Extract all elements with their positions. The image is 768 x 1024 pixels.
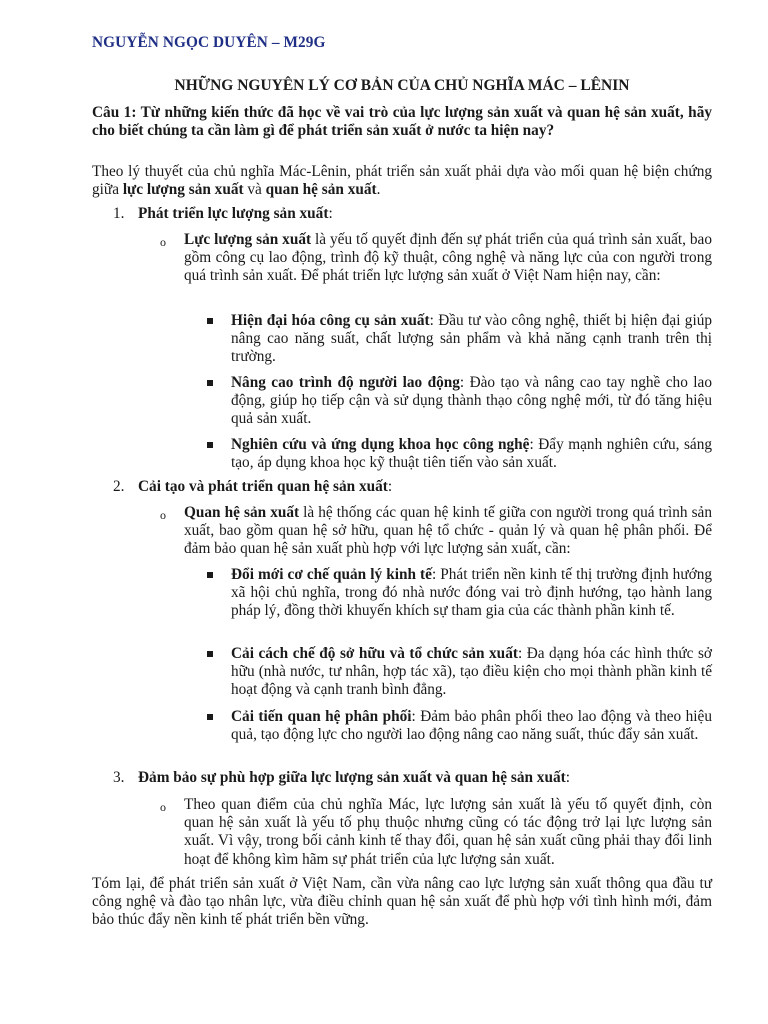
item-text: : Đào tạo và nâng cao tay nghề cho lao động, giúp họ tiếp cận và sử dụng thành thạo công nghệ mới, từ đó tăng hiệu quả sản xuất. [231,374,712,428]
item-bold: Nghiên cứu và ứng dụng khoa học công nghệ [231,436,530,453]
section-1-heading-text: Phát triển lực lượng sản xuất [138,205,329,222]
intro-text-2: và [243,181,266,199]
section-3-paragraph: Theo quan điểm của chủ nghĩa Mác, lực lượng sản xuất là yếu tố quyết định, còn quan hệ sản xuất là yếu tố phụ thuộc nhưng cũng có tác động trở lại lực lượng sản xuất. Vì vậy, trong bối cảnh kinh tế thay đổi, quan hệ sản xuất cũng phải thay đổi linh hoạt để không kìm hãm sự phát triển của lực lượng sản xuất. [184,796,712,868]
section-1-paragraph [184,231,712,286]
item-text: : Phát triển nền kinh tế thị trường định hướng xã hội chủ nghĩa, trong đó nhà nước đóng vai trò định hướng, tạo hành lang pháp lý, đồng thời khuyến khích sự tham gia của các thành phần kinh tế. [231,566,713,620]
section-3-heading-text: Đảm bảo sự phù hợp giữa lực lượng sản xuất và quan hệ sản xuất [138,769,566,786]
item-bold: Cải tiến quan hệ phân phối [231,708,412,725]
item-bold: Đổi mới cơ chế quản lý kinh tế [231,566,432,583]
item-bold: Cải cách chế độ sở hữu và tổ chức sản xuất [231,645,518,662]
section-3-number: 3. [113,769,125,786]
section-2-number: 2. [113,478,125,495]
section-2-item-2 [231,645,712,700]
square-bullet [207,380,213,386]
item-text: : Đảm bảo phân phối theo lao động và theo hiệu quả, tạo động lực cho người lao động nâng cao năng suất, thúc đẩy sản xuất. [231,708,712,744]
conclusion-paragraph: Tóm lại, để phát triển sản xuất ở Việt Nam, cần vừa nâng cao lực lượng sản xuất thông qua đầu tư công nghệ và đào tạo nhân lực, vừa điều chỉnh quan hệ sản xuất để phù hợp với tình hình mới, đảm bảo thúc đẩy nền kinh tế phát triển bền vững. [92,875,712,929]
section-1-circle-bullet: o [160,235,166,249]
section-2-paragraph [184,504,712,559]
section-3-colon: : [565,769,570,786]
section-3-heading [138,769,712,787]
section-1-para-text: là yếu tố quyết định đến sự phát triển của quá trình sản xuất, bao gồm công cụ lao động, trình độ kỹ thuật, công nghệ và năng lực của con người trong quá trình sản xuất. Để phát triển lực lượng sản xuất ở Việt Nam hiện nay, cần: [184,231,712,285]
section-2-heading-text: Cải tạo và phát triển quan hệ sản xuất [138,478,388,495]
section-2-item-3 [231,708,712,744]
document-title: NHỮNG NGUYÊN LÝ CƠ BẢN CỦA CHỦ NGHĨA MÁC – LÊNIN [174,77,630,94]
section-1-item-2 [231,374,712,429]
section-1-number: 1. [113,205,125,222]
section-3-circle-bullet: o [160,800,166,814]
item-text: : Đa dạng hóa các hình thức sở hữu (nhà nước, tư nhân, hợp tác xã), tạo điều kiện cho mọi thành phần kinh tế hoạt động và cạnh tranh bình đẳng. [231,645,712,699]
section-1-colon: : [328,205,333,222]
intro-text-3: . [376,181,381,199]
section-1-item-3 [231,436,712,472]
section-1-para-bold: Lực lượng sản xuất [184,231,312,248]
square-bullet [207,318,213,324]
item-bold: Nâng cao trình độ người lao động [231,374,460,391]
section-1-item-1 [231,312,712,367]
square-bullet [207,572,213,578]
section-2-para-text: là hệ thống các quan hệ kinh tế giữa con người trong quá trình sản xuất, bao gồm quan hệ sở hữu, quan hệ tổ chức - quản lý và quan hệ phân phối. Để đảm bảo quan hệ sản xuất phù hợp với lực lượng sản xuất, cần: [184,504,712,558]
intro-bold-1: lực lượng sản xuất [122,181,244,199]
section-2-para-bold: Quan hệ sản xuất [184,504,300,521]
section-2-circle-bullet: o [160,508,166,522]
intro-bold-2: quan hệ sản xuất [265,181,377,199]
square-bullet [207,651,213,657]
item-text: : Đẩy mạnh nghiên cứu, sáng tạo, áp dụng khoa học kỹ thuật tiên tiến vào sản xuất. [231,436,712,472]
section-1-heading [138,205,712,223]
intro-paragraph [92,163,712,199]
section-2-colon: : [387,478,393,495]
item-text: : Đầu tư vào công nghệ, thiết bị hiện đại giúp nâng cao năng suất, chất lượng sản phẩm và khả năng cạnh tranh trên thị trường. [231,312,712,366]
square-bullet [207,442,213,448]
item-bold: Hiện đại hóa công cụ sản xuất [231,312,430,329]
author-line: NGUYỄN NGỌC DUYÊN – M29G [92,34,326,51]
square-bullet [207,714,213,720]
intro-text-1: Theo lý thuyết của chủ nghĩa Mác-Lênin, phát triển sản xuất phải dựa vào mối quan hệ biện chứng giữa [92,163,712,199]
question-text: Câu 1: Từ những kiến thức đã học về vai trò của lực lượng sản xuất và quan hệ sản xuất, hãy cho biết chúng ta cần làm gì để phát triển sản xuất ở nước ta hiện nay? [92,104,712,140]
section-2-item-1 [231,566,712,621]
section-2-heading [138,478,712,496]
